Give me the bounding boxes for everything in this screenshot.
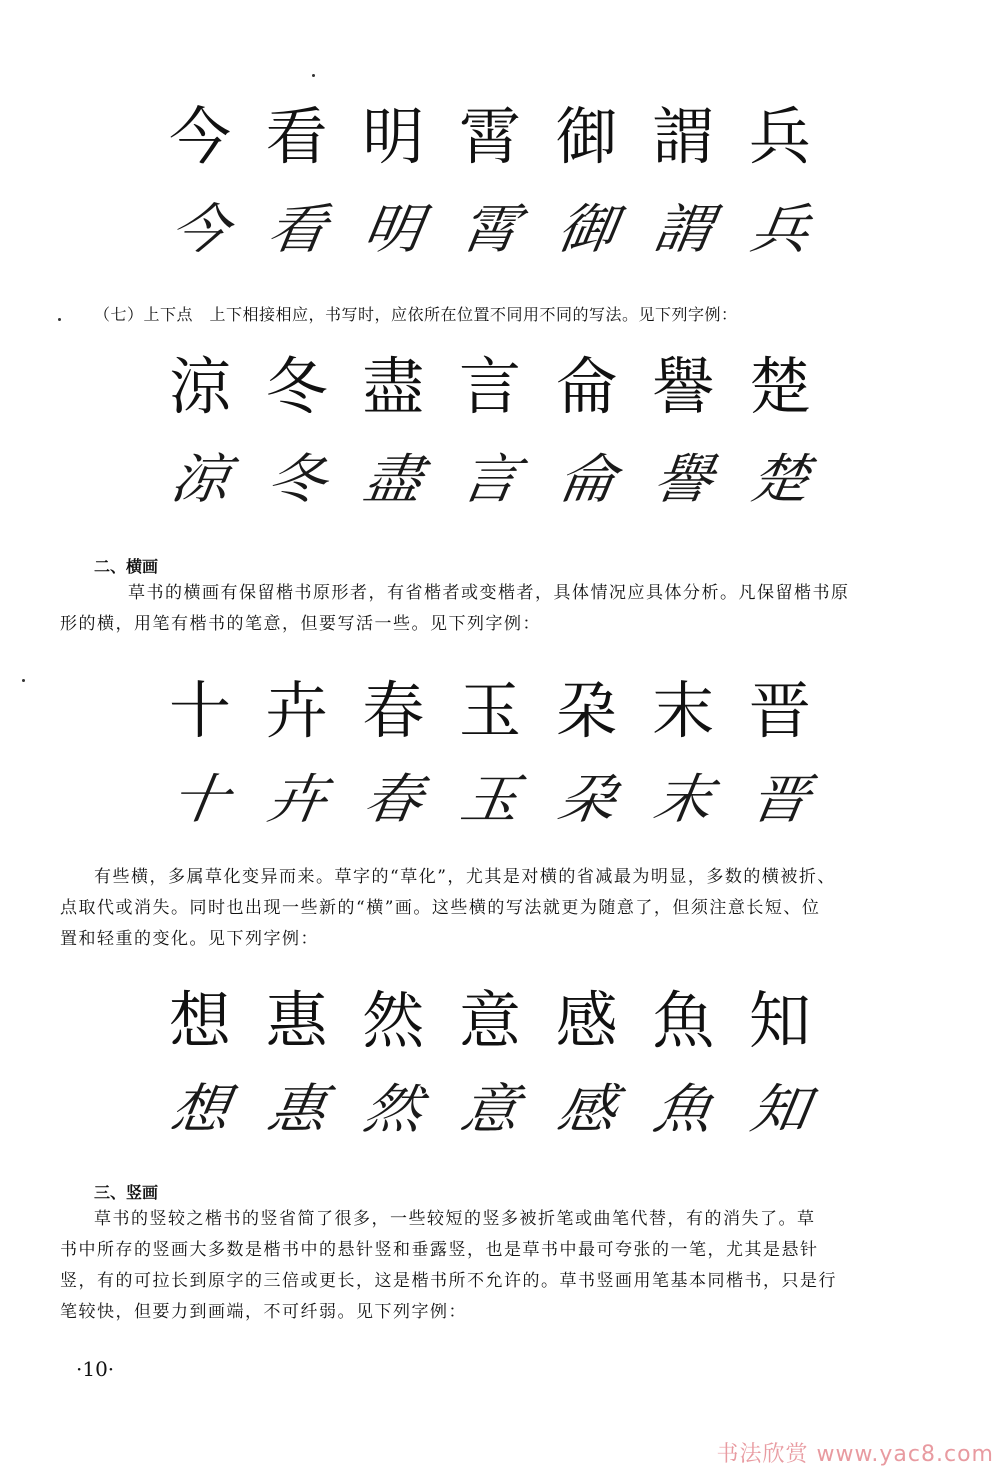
caoshu-char: 春 (359, 767, 427, 831)
kaishu-char: 玉 (458, 674, 521, 747)
ink-speck (22, 679, 25, 682)
caoshu-char: 玉 (456, 767, 524, 831)
kaishu-char: 侖 (555, 350, 618, 423)
caoshu-char: 冬 (263, 447, 331, 511)
caoshu-char: 侖 (553, 447, 621, 511)
caoshu-char: 今 (166, 197, 234, 261)
section-shu-heading: 三、竖画 (94, 1183, 159, 1202)
section-dots-heading: （七）上下点 上下相接相应，书写时，应依所在位置不同用不同的写法。见下列字例： (94, 305, 738, 324)
caoshu-char: 晋 (746, 767, 814, 831)
site-watermark: 书法欣赏 www.yac8.com (716, 1442, 994, 1467)
page-number: ·10· (76, 1357, 115, 1381)
section-heng-paragraph-2 (60, 862, 914, 955)
caoshu-char: 言 (456, 447, 524, 511)
paragraph-line: 点取代或消失。同时也出现一些新的“横”画。这些横的写法就更为随意了，但须注意长短、位 (60, 898, 821, 918)
caoshu-char: 然 (359, 1077, 427, 1141)
ink-speck (58, 318, 61, 321)
kaishu-char: 魚 (652, 984, 715, 1057)
paragraph-line: 有些横，多属草化变异而来。草字的“草化”，尤其是对横的省减最为明显，多数的横被折、 (94, 867, 836, 887)
paragraph-line: 笔较快，但要力到画端，不可纤弱。见下列字例： (60, 1302, 467, 1322)
caoshu-char: 末 (649, 767, 717, 831)
caoshu-char: 霄 (456, 197, 524, 261)
caoshu-char: 涼 (166, 447, 234, 511)
paragraph-line: 书中所存的竖画大多数是楷书中的悬针竖和垂露竖，也是草书中最可夸张的一笔，尤其是悬针 (60, 1240, 819, 1260)
caoshu-char: 知 (746, 1077, 814, 1141)
kaishu-char: 末 (652, 674, 715, 747)
kaishu-char: 朶 (555, 674, 618, 747)
caoshu-char: 盡 (359, 447, 427, 511)
kaishu-char: 譽 (652, 350, 715, 423)
section-heng-heading: 二、横画 (94, 557, 159, 576)
kaishu-char: 御 (555, 100, 618, 173)
paragraph-line: 竖，有的可拉长到原字的三倍或更长，这是楷书所不允许的。草书竖画用笔基本同楷书，只是行 (60, 1271, 837, 1291)
kaishu-char: 盡 (362, 350, 425, 423)
kaishu-char: 想 (168, 984, 231, 1057)
kaishu-char: 冬 (265, 350, 328, 423)
caoshu-char: 惠 (263, 1077, 331, 1141)
caoshu-char: 意 (456, 1077, 524, 1141)
caoshu-row-2 (160, 447, 820, 511)
ink-speck (312, 74, 315, 77)
caoshu-char: 感 (553, 1077, 621, 1141)
kaishu-char: 謂 (652, 100, 715, 173)
caoshu-char: 明 (359, 197, 427, 261)
kaishu-char: 意 (458, 984, 521, 1057)
caoshu-char: 十 (166, 767, 234, 831)
kaishu-char: 十 (168, 674, 231, 747)
kaishu-char: 晋 (748, 674, 811, 747)
kaishu-char: 然 (362, 984, 425, 1057)
caoshu-char: 魚 (649, 1077, 717, 1141)
kaishu-char: 言 (458, 350, 521, 423)
kaishu-row-2 (160, 350, 820, 423)
kaishu-char: 兵 (748, 100, 811, 173)
kaishu-char: 楚 (748, 350, 811, 423)
paragraph-line: 置和轻重的变化。见下列字例： (60, 929, 319, 949)
caoshu-row-4 (160, 1077, 820, 1141)
kaishu-char: 霄 (458, 100, 521, 173)
caoshu-row-3 (160, 767, 820, 831)
kaishu-char: 涼 (168, 350, 231, 423)
caoshu-char: 楚 (746, 447, 814, 511)
kaishu-row-4 (160, 984, 820, 1057)
kaishu-char: 明 (362, 100, 425, 173)
kaishu-char: 知 (748, 984, 811, 1057)
paragraph-line: 草书的横画有保留楷书原形者，有省楷者或变楷者，具体情况应具体分析。凡保留楷书原 (128, 583, 850, 603)
caoshu-char: 謂 (649, 197, 717, 261)
kaishu-char: 今 (168, 100, 231, 173)
paragraph-line: 草书的竖较之楷书的竖省简了很多，一些较短的竖多被折笔或曲笔代替，有的消失了。草 (94, 1209, 816, 1229)
caoshu-char: 想 (166, 1077, 234, 1141)
kaishu-char: 春 (362, 674, 425, 747)
kaishu-char: 感 (555, 984, 618, 1057)
kaishu-row-1 (160, 100, 820, 173)
caoshu-row-1 (160, 197, 820, 261)
kaishu-char: 卉 (265, 674, 328, 747)
caoshu-char: 卉 (263, 767, 331, 831)
caoshu-char: 朶 (553, 767, 621, 831)
paragraph-line: 形的横，用笔有楷书的笔意，但要写活一些。见下列字例： (60, 614, 541, 634)
caoshu-char: 譽 (649, 447, 717, 511)
caoshu-char: 看 (263, 197, 331, 261)
kaishu-char: 惠 (265, 984, 328, 1057)
caoshu-char: 兵 (746, 197, 814, 261)
kaishu-row-3 (160, 674, 820, 747)
kaishu-char: 看 (265, 100, 328, 173)
caoshu-char: 御 (553, 197, 621, 261)
section-shu-paragraph (60, 1204, 920, 1328)
section-heng-paragraph-1 (60, 578, 914, 640)
